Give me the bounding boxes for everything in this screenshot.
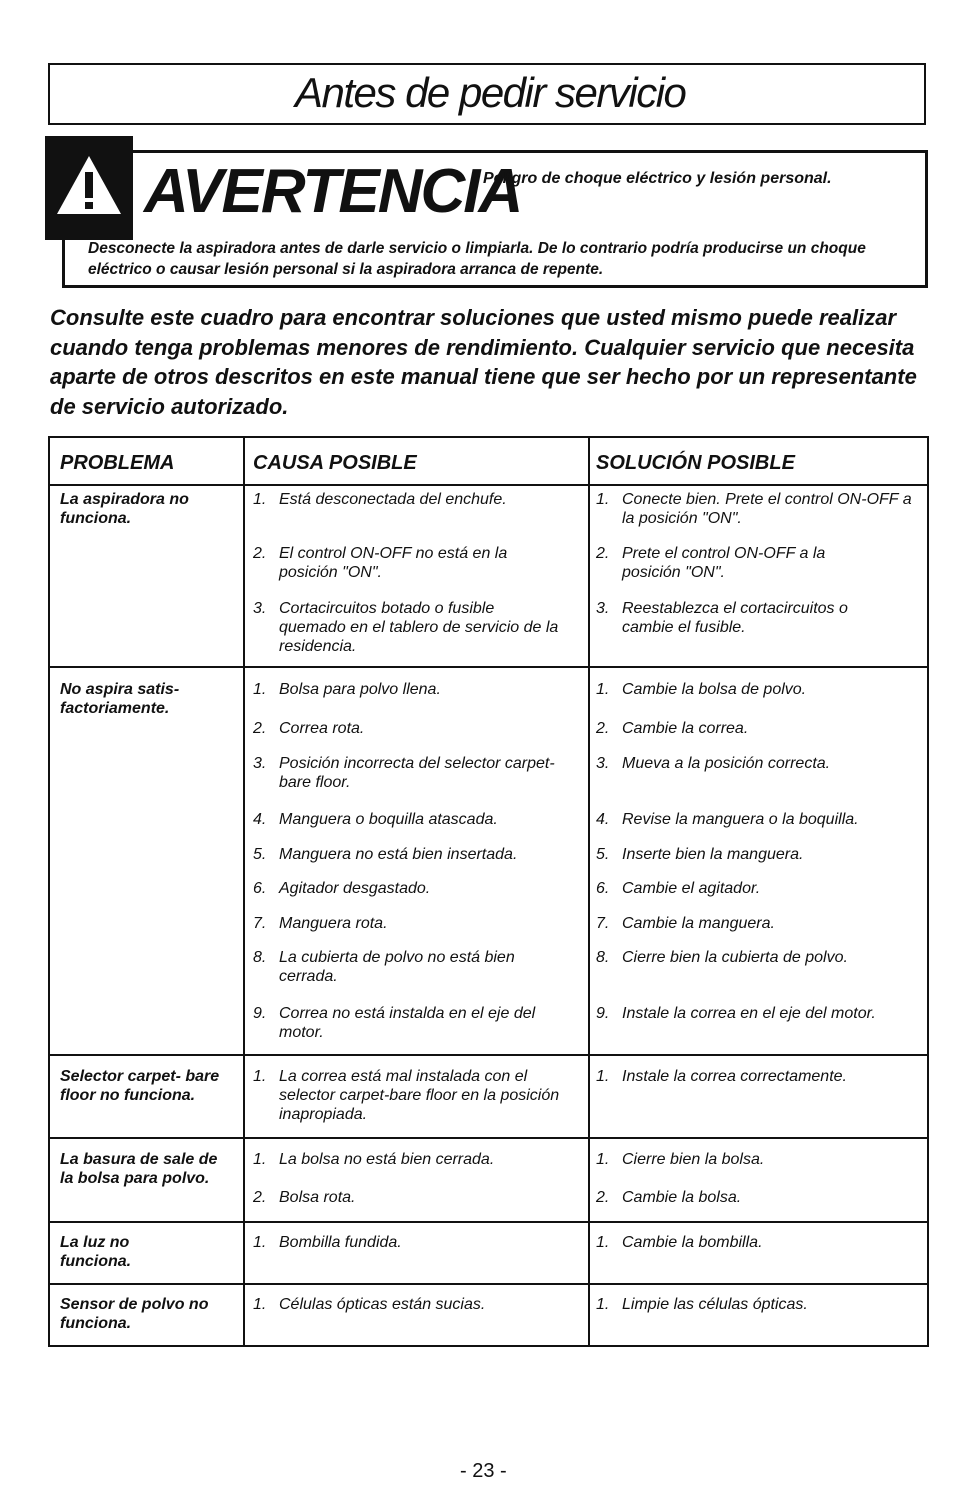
header-solucion: SOLUCIÓN POSIBLE <box>596 452 795 474</box>
problem-cell: La luz no funciona. <box>60 1234 132 1270</box>
item-number: 1. <box>596 491 610 508</box>
item-text: Manguera rota. <box>279 915 388 932</box>
header-divider <box>50 484 927 486</box>
page-title: Antes de pedir servicio <box>295 69 686 116</box>
item-number: 1. <box>596 681 610 698</box>
item-number: 5. <box>253 846 267 863</box>
header-problema: PROBLEMA <box>60 452 175 474</box>
item-text: Células ópticas están sucias. <box>279 1296 486 1313</box>
item-text: La correa está mal instalada con el selector carpet-bare floor en la posición inapropiada. <box>279 1068 560 1123</box>
problem-cell: La aspiradora no funciona. <box>60 491 189 527</box>
item-number: 3. <box>253 600 267 617</box>
problem-cell: No aspira satis- factoriamente. <box>60 681 180 717</box>
item-number: 2. <box>253 1189 267 1206</box>
item-number: 1. <box>253 1151 267 1168</box>
item-text: Conecte bien. Prete el control ON-OFF a la posición "ON". <box>622 491 912 527</box>
item-text: La bolsa no está bien cerrada. <box>279 1151 495 1168</box>
item-number: 2. <box>253 545 267 562</box>
item-text: Manguera o boquilla atascada. <box>279 811 498 828</box>
item-text: Posición incorrecta del selector carpet-bare floor. <box>279 755 555 791</box>
item-text: Bolsa para polvo llena. <box>279 681 441 698</box>
item-number: 1. <box>253 1296 267 1313</box>
item-text: El control ON-OFF no está en la posición "ON". <box>279 545 508 581</box>
item-number: 2. <box>596 1189 610 1206</box>
item-number: 5. <box>596 846 610 863</box>
item-text: Revise la manguera o la boquilla. <box>622 811 859 828</box>
problem-cell: La basura de sale de la bolsa para polvo. <box>60 1151 218 1187</box>
item-number: 3. <box>596 600 610 617</box>
item-number: 6. <box>596 880 610 897</box>
warning-subtitle: Peligro de choque eléctrico y lesión personal. <box>483 170 832 187</box>
item-text: Cierre bien la bolsa. <box>622 1151 765 1168</box>
title-box <box>48 63 926 125</box>
problem-cell: Selector carpet- bare floor no funciona. <box>60 1068 220 1104</box>
row-divider <box>50 1054 927 1056</box>
item-number: 1. <box>253 1234 267 1251</box>
item-text: Cortacircuitos botado o fusible quemado en el tablero de servicio de la residencia. <box>279 600 559 655</box>
item-text: Cambie la bombilla. <box>622 1234 763 1251</box>
item-number: 1. <box>253 491 267 508</box>
item-text: Está desconectada del enchufe. <box>279 491 507 508</box>
item-text: Reestablezca el cortacircuitos o cambie el fusible. <box>622 600 848 636</box>
item-number: 2. <box>253 720 267 737</box>
item-text: Cambie la bolsa. <box>622 1189 742 1206</box>
row-divider <box>50 1137 927 1139</box>
item-number: 1. <box>596 1151 610 1168</box>
item-text: Agitador desgastado. <box>279 880 431 897</box>
item-text: Manguera no está bien insertada. <box>279 846 518 863</box>
item-number: 8. <box>596 949 610 966</box>
item-number: 3. <box>253 755 267 772</box>
row-divider <box>50 666 927 668</box>
item-text: Cambie la manguera. <box>622 915 775 932</box>
item-text: Cierre bien la cubierta de polvo. <box>622 949 848 966</box>
item-text: Correa no está instalda en el eje del motor. <box>279 1005 536 1041</box>
item-text: Cambie el agitador. <box>622 880 761 897</box>
intro-paragraph: Consulte este cuadro para encontrar soluciones que usted mismo puede realizar cuando tenga problemas menores de rendimiento. Cualquier servicio que necesita aparte de otros descritos en este manual tiene que ser hecho por un representante de servicio autorizado. <box>50 305 917 419</box>
warning-icon <box>45 136 133 240</box>
header-causa: CAUSA POSIBLE <box>253 452 417 474</box>
item-number: 1. <box>596 1296 610 1313</box>
item-text: Prete el control ON-OFF a la posición "ON". <box>622 545 826 581</box>
item-text: Correa rota. <box>279 720 365 737</box>
item-number: 4. <box>596 811 610 828</box>
item-text: Cambie la bolsa de polvo. <box>622 681 807 698</box>
item-number: 1. <box>596 1068 610 1085</box>
item-text: Cambie la correa. <box>622 720 749 737</box>
warning-body: Desconecte la aspiradora antes de darle servicio o limpiarla. De lo contrario podría producirse un choque eléctrico o causar lesión personal si la aspiradora arranca de repente. <box>88 240 866 278</box>
item-text: Bombilla fundida. <box>279 1234 402 1251</box>
item-number: 4. <box>253 811 267 828</box>
item-text: Bolsa rota. <box>279 1189 356 1206</box>
item-number: 7. <box>253 915 267 932</box>
item-number: 9. <box>596 1005 610 1022</box>
item-text: Mueva a la posición correcta. <box>622 755 831 772</box>
row-divider <box>50 1221 927 1223</box>
item-text: Instale la correa correctamente. <box>622 1068 847 1085</box>
troubleshooting-table <box>48 436 929 1347</box>
item-number: 7. <box>596 915 610 932</box>
warning-heading: AVERTENCIA <box>144 157 522 226</box>
item-number: 2. <box>596 545 610 562</box>
item-number: 1. <box>253 1068 267 1085</box>
item-number: 6. <box>253 880 267 897</box>
item-number: 1. <box>596 1234 610 1251</box>
row-divider <box>50 1283 927 1285</box>
item-text: Inserte bien la manguera. <box>622 846 804 863</box>
item-number: 2. <box>596 720 610 737</box>
item-text: Limpie las células ópticas. <box>622 1296 808 1313</box>
item-number: 1. <box>253 681 267 698</box>
item-number: 8. <box>253 949 267 966</box>
page-number: - 23 - <box>460 1460 507 1482</box>
problem-cell: Sensor de polvo no funciona. <box>60 1296 209 1332</box>
item-number: 3. <box>596 755 610 772</box>
column-divider <box>243 438 245 1345</box>
item-text: Instale la correa en el eje del motor. <box>622 1005 876 1022</box>
item-number: 9. <box>253 1005 267 1022</box>
item-text: La cubierta de polvo no está bien cerrada. <box>279 949 515 985</box>
